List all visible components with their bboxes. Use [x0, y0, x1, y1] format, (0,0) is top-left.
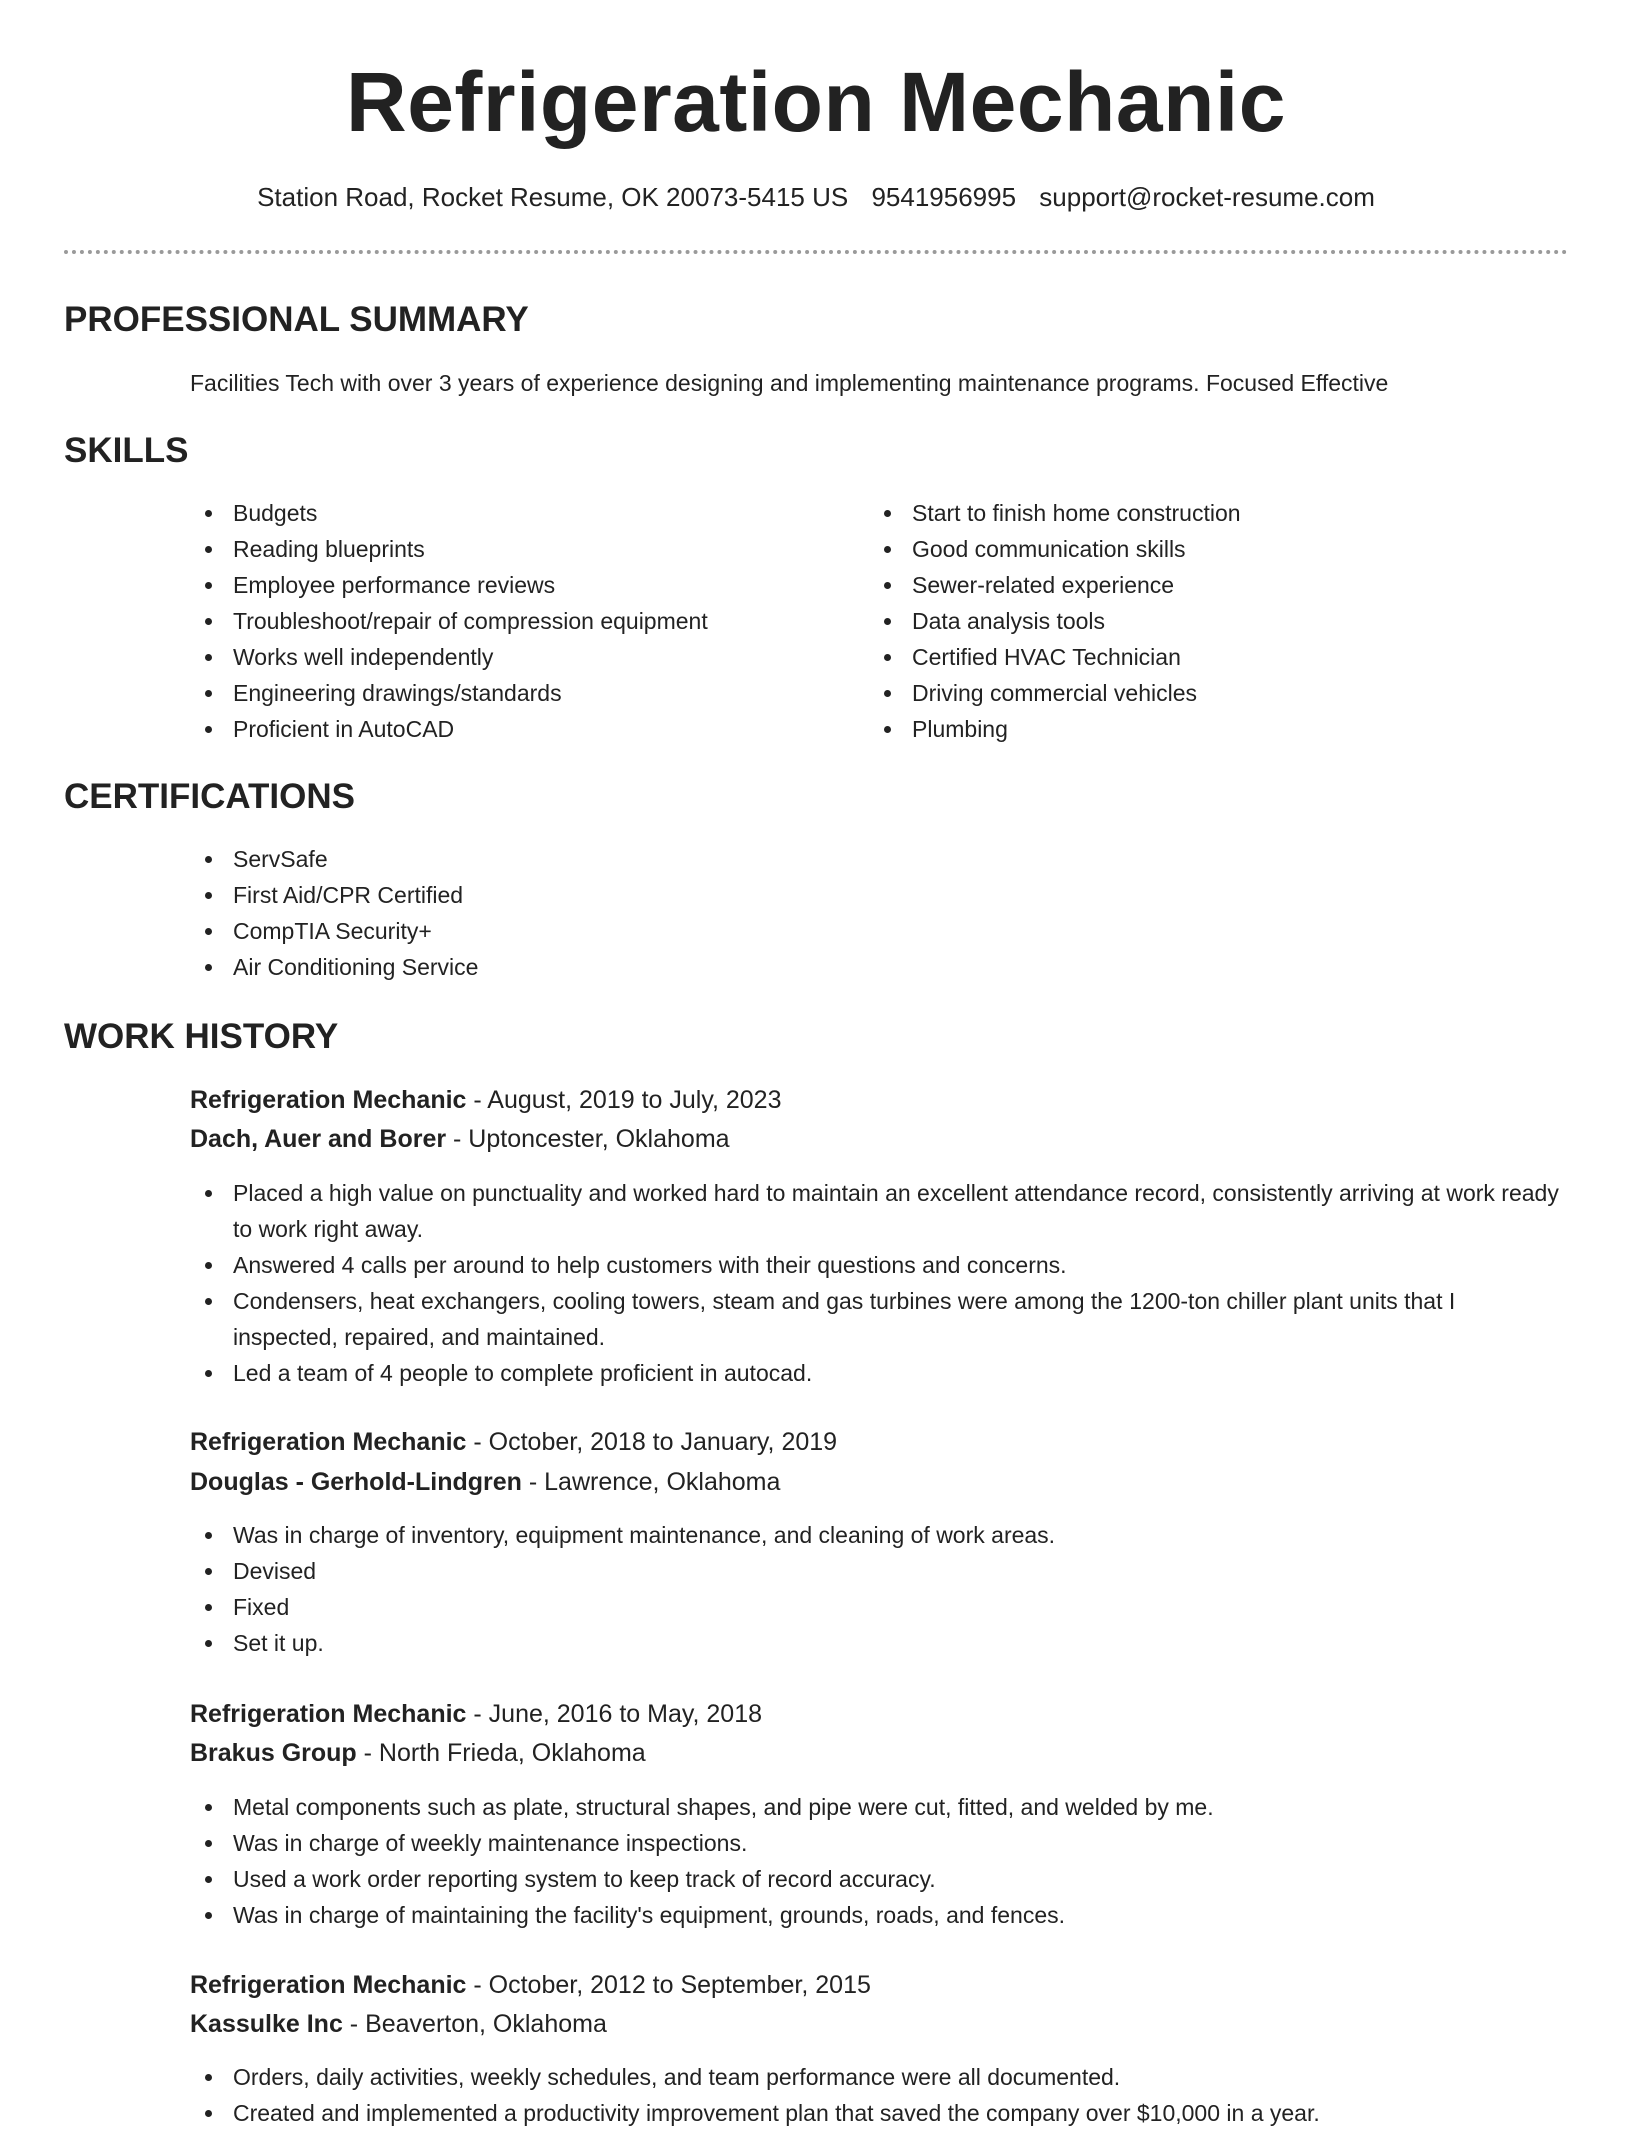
list-item: Driving commercial vehicles: [869, 675, 1549, 711]
list-item: Data analysis tools: [869, 603, 1549, 639]
list-item: Certified HVAC Technician: [869, 639, 1549, 675]
certifications-list: [190, 841, 1090, 985]
skills-list-right: [869, 495, 1549, 747]
job-company: Dach, Auer and Borer: [190, 1125, 447, 1153]
job-dates: - June, 2016 to May, 2018: [466, 1700, 763, 1728]
job-location: - Beaverton, Oklahoma: [342, 2010, 607, 2038]
list-item: First Aid/CPR Certified: [190, 877, 1090, 913]
certifications-title: CERTIFICATIONS: [64, 777, 356, 816]
job-role: Refrigeration Mechanic: [190, 1700, 467, 1728]
list-item: Used a work order reporting system to keep track of record accuracy.: [190, 1861, 1560, 1897]
list-item: Proficient in AutoCAD: [190, 711, 850, 747]
list-item: Answered 4 calls per around to help customers with their questions and concerns.: [190, 1247, 1560, 1283]
job-bullets: [190, 1175, 1560, 1391]
job-location: - North Frieda, Oklahoma: [356, 1739, 646, 1767]
job-company: Douglas - Gerhold-Lindgren: [190, 1468, 522, 1496]
job-company-line: [190, 1121, 730, 1157]
list-item: Orders, daily activities, weekly schedules, and team performance were all documented.: [190, 2059, 1560, 2095]
summary-text: Facilities Tech with over 3 years of experience designing and implementing maintenance programs. Focused Effective: [190, 370, 1389, 396]
job-bullets: [190, 1789, 1560, 1933]
list-item: Created and implemented a productivity improvement plan that saved the company over $10,000 in a year.: [190, 2095, 1560, 2131]
list-item: ServSafe: [190, 841, 1090, 877]
list-item: Placed a high value on punctuality and worked hard to maintain an excellent attendance record, consistently arriving at work ready to work right away.: [190, 1175, 1560, 1247]
list-item: CompTIA Security+: [190, 913, 1090, 949]
job-role: Refrigeration Mechanic: [190, 1428, 467, 1456]
skills-title: SKILLS: [64, 431, 189, 470]
job-bullets: [190, 1517, 1560, 1661]
job-company: Brakus Group: [190, 1739, 357, 1767]
job-company-line: [190, 1735, 646, 1771]
job-location: - Lawrence, Oklahoma: [521, 1468, 781, 1496]
list-item: Plumbing: [869, 711, 1549, 747]
list-item: Reading blueprints: [190, 531, 850, 567]
list-item: Was in charge of maintaining the facility's equipment, grounds, roads, and fences.: [190, 1897, 1560, 1933]
contact-address: Station Road, Rocket Resume, OK 20073-5415 US: [257, 182, 849, 212]
job-title-line: [190, 1967, 871, 2003]
list-item: Start to finish home construction: [869, 495, 1549, 531]
list-item: Set it up.: [190, 1625, 1560, 1661]
list-item: Budgets: [190, 495, 850, 531]
header-divider: [64, 250, 1568, 254]
skills-list-left: [190, 495, 850, 747]
list-item: Troubleshoot/repair of compression equipment: [190, 603, 850, 639]
job-dates: - October, 2018 to January, 2019: [466, 1428, 838, 1456]
summary-title: PROFESSIONAL SUMMARY: [64, 300, 529, 339]
job-bullets: [190, 2059, 1560, 2131]
list-item: Air Conditioning Service: [190, 949, 1090, 985]
list-item: Was in charge of weekly maintenance inspections.: [190, 1825, 1560, 1861]
list-item: Engineering drawings/standards: [190, 675, 850, 711]
job-title-line: [190, 1696, 762, 1732]
list-item: Condensers, heat exchangers, cooling towers, steam and gas turbines were among the 1200-ton chiller plant units that I inspected, repaired, and maintained.: [190, 1283, 1560, 1355]
job-title-line: [190, 1424, 837, 1460]
job-title-line: [190, 1082, 781, 1118]
job-location: - Uptoncester, Oklahoma: [446, 1125, 730, 1153]
list-item: Fixed: [190, 1589, 1560, 1625]
list-item: Was in charge of inventory, equipment maintenance, and cleaning of work areas.: [190, 1517, 1560, 1553]
job-role: Refrigeration Mechanic: [190, 1971, 467, 1999]
list-item: Good communication skills: [869, 531, 1549, 567]
job-company-line: [190, 1464, 780, 1500]
job-dates: - October, 2012 to September, 2015: [466, 1971, 871, 1999]
work-history-title: WORK HISTORY: [64, 1017, 339, 1056]
list-item: Employee performance reviews: [190, 567, 850, 603]
job-company-line: [190, 2006, 607, 2042]
candidate-name: Refrigeration Mechanic: [346, 55, 1286, 149]
contact-email: support@rocket-resume.com: [1039, 182, 1375, 212]
contact-line: [0, 180, 1632, 214]
list-item: Metal components such as plate, structural shapes, and pipe were cut, fitted, and welded by me.: [190, 1789, 1560, 1825]
job-company: Kassulke Inc: [190, 2010, 343, 2038]
list-item: Led a team of 4 people to complete proficient in autocad.: [190, 1355, 1560, 1391]
contact-phone: 9541956995: [871, 182, 1017, 212]
job-dates: - August, 2019 to July, 2023: [466, 1086, 782, 1114]
job-role: Refrigeration Mechanic: [190, 1086, 467, 1114]
list-item: Sewer-related experience: [869, 567, 1549, 603]
list-item: Devised: [190, 1553, 1560, 1589]
list-item: Works well independently: [190, 639, 850, 675]
